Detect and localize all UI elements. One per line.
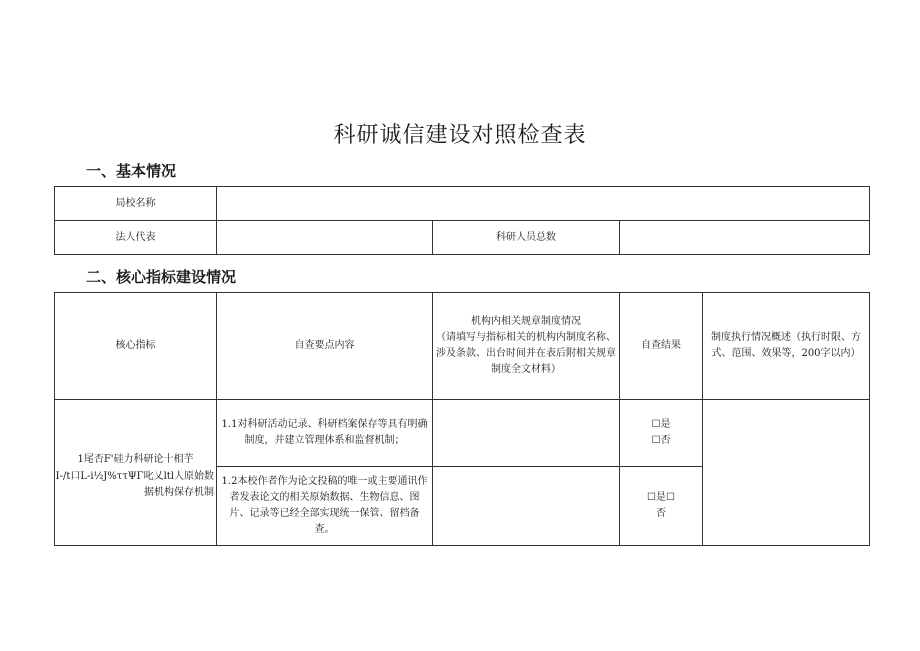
indicator-line-1: 1尾否F'硅力科研论十相芋: [77, 454, 194, 465]
result-yes-checkbox[interactable]: ☐是☐: [647, 492, 675, 503]
table-row: [55, 400, 870, 467]
header-execution: 制度执行情况概述（执行时限、方式、范围、效果等，200字以内）: [703, 293, 870, 400]
legal-rep-field[interactable]: [217, 221, 433, 255]
header-result: 自查结果: [620, 293, 703, 400]
result-no-checkbox[interactable]: 否: [656, 508, 666, 519]
table-row: [55, 221, 870, 255]
staff-count-field[interactable]: [620, 221, 870, 255]
table-header-row: [55, 293, 870, 400]
key-point-1-1: 1.1对科研活动记录、科研档案保存等具有明确制度，并建立管理体系和监督机制；: [217, 400, 433, 467]
regulation-field-1-1[interactable]: [433, 400, 620, 467]
legal-rep-label: 法人代表: [55, 221, 217, 255]
page-title: 科研诚信建设对照检查表: [333, 123, 587, 148]
basic-info-table: [54, 186, 870, 255]
table-row: [55, 187, 870, 221]
header-regulations: [433, 293, 620, 400]
result-no-checkbox[interactable]: ☐否: [651, 435, 671, 446]
header-regulations-title: 机构内相关规章制度情况: [471, 316, 581, 327]
header-indicator: 核心指标: [55, 293, 217, 400]
core-indicators-table: [54, 292, 870, 546]
result-cell-1-2: [620, 467, 703, 546]
indicator-cell: [55, 400, 217, 546]
school-name-field[interactable]: [217, 187, 870, 221]
result-cell-1-1: [620, 400, 703, 467]
section-core-indicators-heading: 二、核心指标建设情况: [86, 268, 237, 286]
section-basic-info-heading: 一、基本情况: [86, 162, 177, 180]
header-key-points: 自查要点内容: [217, 293, 433, 400]
school-name-label: 局校名称: [55, 187, 217, 221]
key-point-1-2: 1.2本校作者作为论文投稿的唯一或主要通讯作者发表论文的相关原始数据、生物信息、图片、记录等已经全部实现统一保管、留档备查。: [217, 467, 433, 546]
staff-count-label: 科研人员总数: [433, 221, 620, 255]
regulation-field-1-2[interactable]: [433, 467, 620, 546]
header-regulations-note: （请填写与指标相关的机构内制度名称、涉及条款、出台时间并在表后附相关规章制度全文材料）: [436, 332, 616, 375]
execution-field[interactable]: [703, 400, 870, 546]
indicator-line-2: I-/t口L-i½J%ττΨΓ叱乂ltl人原始数据机构保存机制: [55, 471, 214, 498]
result-yes-checkbox[interactable]: ☐是: [651, 419, 671, 430]
